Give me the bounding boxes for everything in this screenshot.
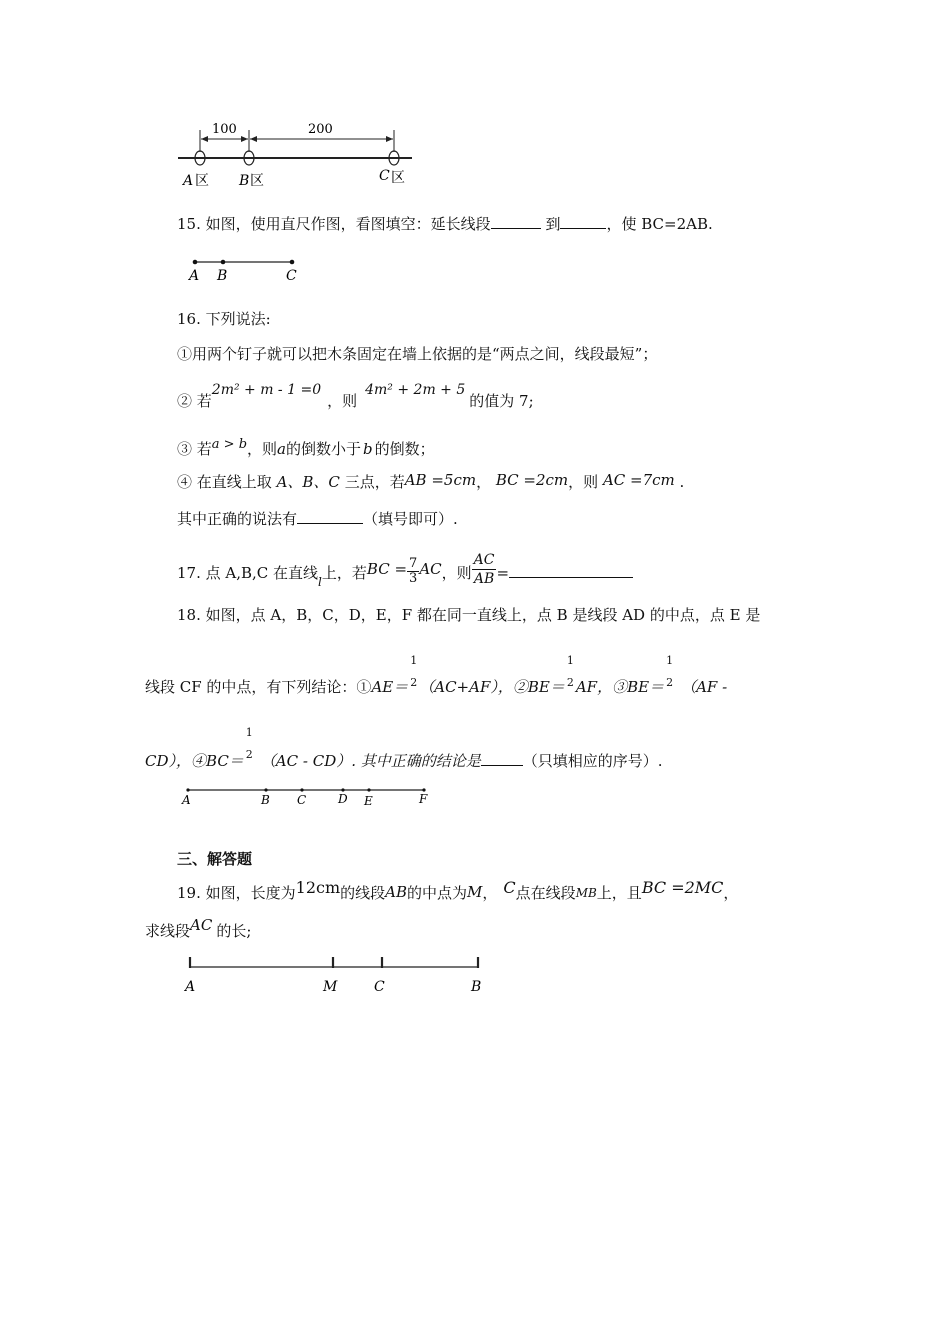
- q15-text-b: 到: [545, 215, 561, 233]
- q18-blank[interactable]: [481, 751, 523, 766]
- q18-label-c: C: [297, 793, 307, 807]
- q18-half-3: 1 2: [666, 654, 674, 689]
- q16-item3: [177, 432, 435, 458]
- q17-line: [177, 541, 633, 589]
- q18-label-a: A: [182, 793, 191, 807]
- q18-label-b: B: [261, 793, 270, 807]
- label-b-zone: 区: [250, 173, 264, 189]
- q15-label-c: C: [286, 268, 297, 284]
- q16-title-line: [177, 308, 271, 329]
- q18-c4: BC＝: [206, 752, 244, 770]
- q16-item2-eq2: 4m² + 2m + 5: [365, 382, 466, 398]
- q19-label-a: A: [185, 979, 196, 995]
- q18-c2-rest: AF，③: [575, 678, 628, 696]
- dist-100-label: 100: [212, 122, 237, 137]
- q19-text-e: 点在线段: [515, 884, 576, 902]
- section-3-title: 三、解答题: [177, 850, 253, 868]
- q17-bc: BC =: [366, 559, 408, 578]
- q18-c1-rest: （AC+AF），②: [419, 678, 528, 696]
- q18-c1: AE＝: [371, 678, 409, 696]
- q15-label-a: A: [189, 268, 200, 284]
- label-a: A: [183, 173, 194, 189]
- q16-conclusion: [177, 508, 458, 529]
- q16-item3-mid1: ，则: [247, 440, 278, 458]
- q16-item4-bc: BC =2cm: [495, 471, 569, 489]
- q16-blank[interactable]: [297, 509, 363, 524]
- q16-item3-prefix: ③ 若: [177, 440, 212, 458]
- q19-line2-a: 求线段: [145, 922, 191, 940]
- label-c-zone: 区: [391, 170, 405, 186]
- q16-item4: ④ 在直线上取 A、B、C 三点，若AB =5cm， BC =2cm，则 AC =7cm .: [177, 471, 685, 491]
- q17-fraction: $\frac{7}{3}$: [409, 556, 418, 586]
- q15-text-a: 如图，使用直尺作图，看图填空：延长线段: [205, 215, 491, 233]
- q15-point-b: [221, 260, 226, 265]
- q19-line2: [145, 914, 252, 940]
- q19-label-c: C: [374, 979, 385, 995]
- q18-label-f: F: [419, 792, 428, 806]
- q17-text-b: 上，若: [321, 563, 367, 582]
- q15-number: 15.: [177, 215, 201, 233]
- q19-text-f: 上，且: [596, 884, 642, 902]
- q18-label-e: E: [364, 794, 373, 808]
- q18-c4-rest: （AC - CD）. 其中正确的结论是: [260, 752, 481, 770]
- q19-ab: AB: [385, 883, 408, 901]
- q19-label-m: M: [323, 979, 338, 995]
- q16-item1: ①用两个钉子就可以把木条固定在墙上依据的是“两点之间，线段最短”；: [177, 345, 658, 363]
- q16-title: 下列说法:: [205, 310, 271, 328]
- q19-number: 19.: [177, 884, 201, 902]
- q17-eq: =: [496, 563, 510, 582]
- q16-item4-prefix: ④ 在直线上取: [177, 473, 272, 491]
- q15-point-a: [193, 260, 198, 265]
- q18-line3: [145, 722, 663, 770]
- q16-item2-prefix: ② 若: [177, 392, 212, 410]
- q17-text-a: 点 A,B,C 在直线: [205, 563, 319, 582]
- q18-number: 18.: [177, 606, 201, 624]
- q18-c2: BE＝: [527, 678, 565, 696]
- label-a-zone: 区: [195, 173, 209, 189]
- q17-blank[interactable]: [509, 563, 633, 578]
- q16-item3-suffix: 的倒数；: [374, 440, 435, 458]
- q18-label-d: D: [338, 792, 348, 806]
- q17-text-c: ，则: [441, 563, 472, 582]
- q17-line-l: l: [318, 574, 322, 589]
- q17-ac: AC: [419, 559, 442, 578]
- q16-item4-ab: AB =5cm: [404, 471, 477, 489]
- q18-half-4: 1 2: [245, 726, 253, 761]
- q16-item2-suffix: 的值为 7;: [469, 392, 534, 410]
- q16-number: 16.: [177, 310, 201, 328]
- q16-conclusion-b: （填号即可）.: [363, 510, 458, 528]
- q17-number: 17.: [177, 563, 201, 582]
- q19-length: 12cm: [295, 878, 341, 897]
- top-figure: [170, 118, 420, 193]
- q16-item2-mid: ，则: [327, 392, 358, 410]
- q19-text-d: ，: [482, 884, 498, 902]
- q15-figure: [185, 253, 305, 285]
- q15-label-b: B: [217, 268, 228, 284]
- q19-label-b: B: [471, 979, 482, 995]
- q16-item2: [177, 378, 534, 410]
- q16-item3-cond: a > b: [211, 437, 248, 452]
- q17-ratio: $\frac{AC}{AB}$: [473, 552, 495, 587]
- q18-line2-a: 线段 CF 的中点，有下列结论：①: [145, 678, 372, 696]
- q19-figure: [180, 953, 490, 999]
- label-b: B: [239, 173, 250, 189]
- q19-c: C: [503, 878, 516, 897]
- q16-item3-a: a: [277, 440, 286, 458]
- q19-text-b: 的线段: [340, 884, 386, 902]
- q15-blank-2[interactable]: [560, 214, 606, 229]
- q18-line3-a: CD），④: [145, 752, 207, 770]
- q16-item4-mid: 三点，若: [344, 473, 405, 491]
- q15-line: [177, 213, 713, 234]
- q19-mb: MB: [575, 886, 597, 900]
- q19-text-g: ，: [723, 884, 739, 902]
- q19-text-c: 的中点为: [407, 884, 468, 902]
- q18-figure: [178, 783, 438, 809]
- q19-line1: [177, 877, 739, 902]
- q18-line1-text: 如图，点 A，B，C，D，E，F 都在同一直线上，点 B 是线段 AD 的中点，点 E 是: [205, 606, 761, 624]
- q18-c3-rest: （AF -: [681, 678, 728, 696]
- q18-half-2: 1 2: [566, 654, 574, 689]
- q16-item4-ac: AC =7cm: [602, 471, 675, 489]
- dist-200-label: 200: [308, 122, 333, 137]
- label-c: C: [379, 168, 390, 184]
- q19-ac: AC: [190, 916, 213, 934]
- q18-line1: [177, 604, 760, 625]
- q15-text-c: ，使 BC=2AB.: [606, 215, 713, 233]
- q19-m: M: [467, 883, 483, 901]
- q16-item3-mid2: 的倒数小于: [285, 440, 361, 458]
- q19-cond: BC =2MC: [641, 878, 724, 897]
- q19-text-a: 如图，长度为: [205, 884, 296, 902]
- q15-blank-1[interactable]: [491, 214, 541, 229]
- q18-c3: BE＝: [627, 678, 665, 696]
- q16-item2-eq1: 2m² + m - 1 =0: [211, 382, 322, 398]
- q16-item4-then: ，则: [568, 473, 599, 491]
- q16-item4-points: A、B、C: [276, 473, 340, 491]
- q15-point-c: [290, 260, 295, 265]
- q18-line3-b: （只填相应的序号）.: [522, 752, 663, 770]
- q18-line2: [145, 650, 727, 694]
- q19-line2-b: 的长;: [216, 922, 252, 940]
- q18-half-1: 1 2: [410, 654, 418, 689]
- q16-conclusion-a: 其中正确的说法有: [177, 510, 298, 528]
- q16-item3-b: b: [363, 440, 373, 458]
